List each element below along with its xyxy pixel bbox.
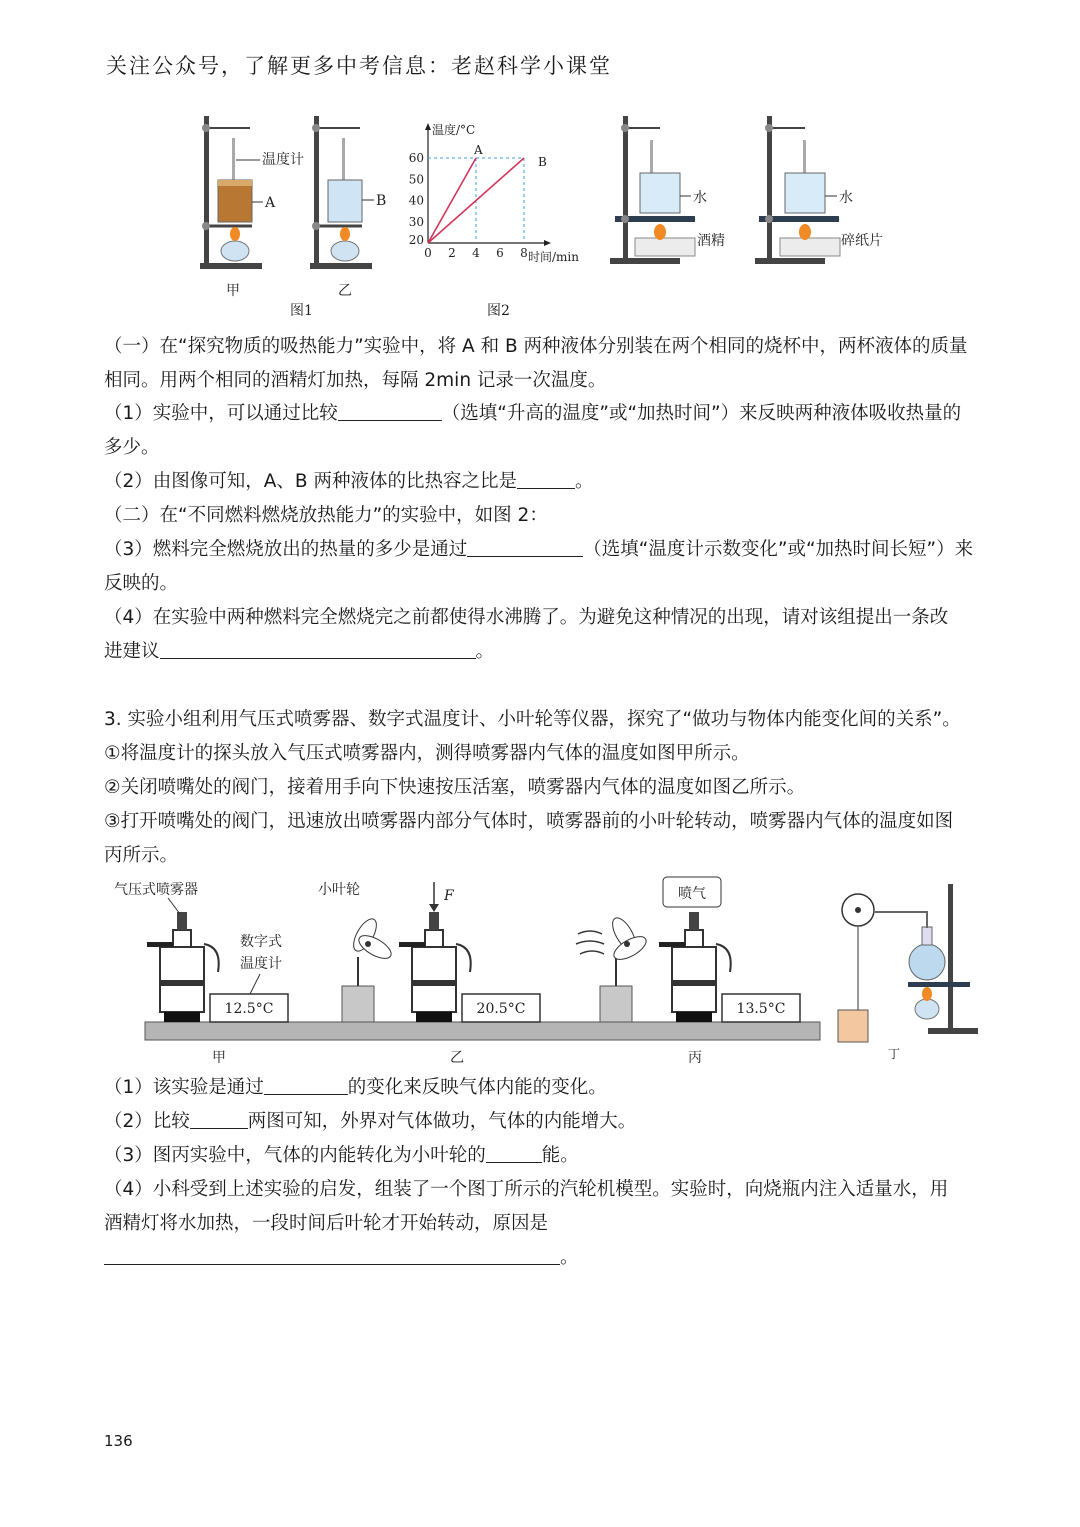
bench <box>145 1022 820 1040</box>
figure-1 <box>190 108 415 323</box>
label-yi: 乙 <box>450 1050 464 1066</box>
sprayer-bing <box>659 912 731 1022</box>
q3-q1-text-2: 的变化来反映气体内能的变化。 <box>347 1077 607 1098</box>
q2-q3-text-1: （3）燃料完全燃烧放出的热量的多少是通过 <box>104 539 468 560</box>
q2-q4-text-1: 进建议 <box>104 641 160 662</box>
x-tick-label: 6 <box>496 246 504 260</box>
q3-q4-blank[interactable] <box>104 1246 560 1265</box>
label-alcohol: 酒精 <box>697 233 725 249</box>
sprayer-yi <box>399 912 471 1022</box>
label-thermometer: 温度计 <box>262 152 304 168</box>
q3-q3-text-2: 能。 <box>541 1145 579 1166</box>
impeller-2 <box>608 914 650 964</box>
q3-q2-line <box>104 1110 636 1134</box>
label-water-2: 水 <box>839 190 853 206</box>
page-header: 关注公众号，了解更多中考信息：老赵科学小课堂 <box>106 54 612 78</box>
q2-part1-intro-a: （一）在“探究物质的吸热能力”实验中，将 A 和 B 两种液体分别装在两个相同的烧杯中，两杯液体的质量 <box>104 336 968 357</box>
label-water-1: 水 <box>693 190 707 206</box>
q3-q3-line <box>104 1144 579 1168</box>
q2-q1-line-b: 多少。 <box>104 437 160 458</box>
label-liquid-b: B <box>376 193 387 209</box>
label-jia: 甲 <box>226 283 240 299</box>
q2-q4-blank[interactable] <box>160 640 476 659</box>
q2-q2-line <box>104 470 594 494</box>
label-force: F <box>444 888 454 904</box>
q2-q4-text-2: 。 <box>475 641 495 662</box>
sprayer-jia <box>147 912 219 1022</box>
stand-jia <box>200 116 262 269</box>
y-tick-label: 50 <box>408 172 424 187</box>
q2-q1-text-2: （选填“升高的温度”或“加热时间”）来反映两种液体吸收热量的 <box>441 403 962 424</box>
stand-paper <box>755 116 840 264</box>
q3-q3-blank[interactable] <box>486 1144 542 1163</box>
caption-fig2: 图2 <box>487 303 510 319</box>
series-label-B: B <box>538 155 547 169</box>
q3-q1-line <box>104 1076 607 1100</box>
temp-bing: 13.5°C <box>736 1001 786 1017</box>
x-tick-label: 8 <box>520 246 528 260</box>
label-liquid-a: A <box>265 195 276 211</box>
label-impeller: 小叶轮 <box>318 882 360 898</box>
figure-3 <box>100 872 980 1072</box>
q2-q3-line-a <box>104 538 973 562</box>
q3-q1-blank[interactable] <box>264 1076 348 1095</box>
q2-q4-line-b <box>104 640 494 664</box>
q2-q1-blank[interactable] <box>338 402 442 421</box>
stand-yi <box>310 116 372 269</box>
x-axis-label: 时间/min <box>528 250 579 264</box>
q2-q3-blank[interactable] <box>467 538 583 557</box>
page-number: 136 <box>104 1432 133 1450</box>
x-axis-arrow <box>544 240 551 246</box>
q3-q4-text-end: 。 <box>560 1247 579 1268</box>
q3-q2-text-2: 两图可知，外界对气体做功，气体的内能增大。 <box>247 1111 637 1132</box>
q2-q3-line-b: 反映的。 <box>104 573 179 594</box>
q3-q4-line-c <box>104 1246 579 1270</box>
q3-title: 3. 实验小组利用气压式喷雾器、数字式温度计、小叶轮等仪器，探究了“做功与物体内能变化间的关系”。 <box>104 709 961 730</box>
q2-q1-line-a <box>104 402 961 426</box>
q3-q2-text-1: （2）比较 <box>104 1111 190 1132</box>
label-sprayer: 气压式喷雾器 <box>114 882 198 898</box>
label-bing: 丙 <box>688 1050 702 1066</box>
label-yi: 乙 <box>338 283 352 299</box>
x-tick-label: 2 <box>448 246 456 260</box>
q2-q2-text-2: 。 <box>575 471 594 492</box>
y-tick-label: 30 <box>408 214 424 229</box>
series-line-A <box>428 158 476 243</box>
q2-q4-line-a: （4）在实验中两种燃料完全燃烧完之前都使得水沸腾了。为避免这种情况的出现，请对该组提出一条改 <box>104 607 949 628</box>
q3-step-3b: 丙所示。 <box>104 845 179 866</box>
q3-q4-line-a: （4）小科受到上述实验的启发，组装了一个图丁所示的汽轮机模型。实验时，向烧瓶内注入适量水，用 <box>104 1179 949 1200</box>
q2-part1-intro-b: 相同。用两个相同的酒精灯加热，每隔 2min 记录一次温度。 <box>104 370 607 391</box>
q3-q3-text-1: （3）图丙实验中，气体的内能转化为小叶轮的 <box>104 1145 486 1166</box>
q2-q2-blank[interactable] <box>517 470 575 489</box>
q2-q1-text-1: （1）实验中，可以通过比较 <box>104 403 338 424</box>
q2-part2-intro: （二）在“不同燃料燃烧放热能力”的实验中，如图 2： <box>104 505 548 526</box>
label-thermometer-1: 数字式 <box>240 934 282 950</box>
q3-q2-blank[interactable] <box>190 1110 248 1129</box>
temp-yi: 20.5°C <box>476 1001 526 1017</box>
temp-jia: 12.5°C <box>224 1001 274 1017</box>
label-ding: 丁 <box>888 1047 901 1061</box>
y-tick-label: 20 <box>408 233 424 247</box>
temperature-time-chart <box>400 118 600 268</box>
x-tick-label: 4 <box>472 246 480 260</box>
impeller-stand-2 <box>600 986 632 1022</box>
q3-step-1: ①将温度计的探头放入气压式喷雾器内，测得喷雾器内气体的温度如图甲所示。 <box>104 743 750 764</box>
y-tick-label: 60 <box>408 151 424 165</box>
series-label-A: A <box>474 143 483 157</box>
q3-q1-text-1: （1）该实验是通过 <box>104 1077 264 1098</box>
y-tick-label: 40 <box>408 193 424 208</box>
q3-q4-line-b: 酒精灯将水加热，一段时间后叶轮才开始转动，原因是 <box>104 1213 549 1234</box>
y-axis-label: 温度/°C <box>432 123 476 137</box>
impeller-stand-1 <box>342 986 374 1022</box>
impeller-1 <box>349 915 395 963</box>
caption-fig1: 图1 <box>290 303 313 319</box>
label-spray: 喷气 <box>678 886 706 902</box>
label-paper: 碎纸片 <box>841 233 883 249</box>
label-thermometer-2: 温度计 <box>240 956 282 972</box>
q3-step-2: ②关闭喷嘴处的阀门，接着用手向下快速按压活塞，喷雾器内气体的温度如图乙所示。 <box>104 777 806 798</box>
q3-step-3a: ③打开喷嘴处的阀门，迅速放出喷雾器内部分气体时，喷雾器前的小叶轮转动，喷雾器内气体的温度如图 <box>104 811 954 832</box>
x-tick-label: 0 <box>424 246 432 260</box>
y-axis-arrow <box>425 123 431 130</box>
turbine-model-ding <box>838 884 978 1042</box>
q2-q2-text-1: （2）由图像可知，A、B 两种液体的比热容之比是 <box>104 471 517 492</box>
label-jia: 甲 <box>212 1050 226 1066</box>
stand-alcohol <box>610 116 695 264</box>
figure-2 <box>605 108 895 273</box>
q2-q3-text-2: （选填“温度计示数变化”或“加热时间长短”）来 <box>583 539 974 560</box>
